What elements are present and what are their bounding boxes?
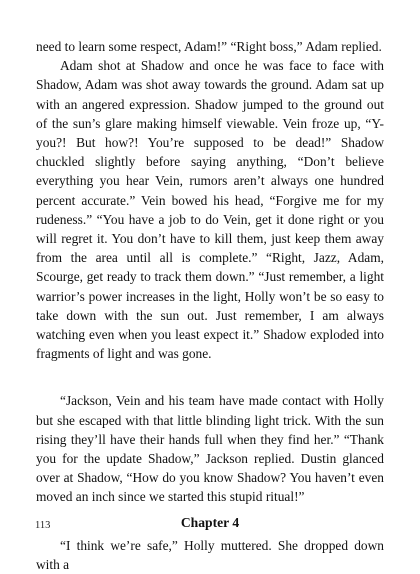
paragraph-continuation: need to learn some respect, Adam!” “Right boss,” Adam replied. [36, 39, 382, 54]
chapter-heading: Chapter 4 [180, 514, 240, 530]
page-number: 113 [35, 520, 51, 531]
paragraph-shadow-confrontation: Adam shot at Shadow and once he was face to face with Shadow, Adam was shot away towards the ground. Adam sat up with an angered expression. Shadow jumped to the ground out of the sun’s glare making himself viewable. Vein froze up, “Y-you?! But how?! You’re supposed to be dead!” Shadow chuckled slightly before saying anything, “Don’t believe everything you hear Vein, rumors aren’t always one hundred percent accurate.” Vein bowed his head, “Forgive me for my rudeness.” “You have a job to do Vein, get it done right or you will regret it. You don’t have to kill them, just keep them away from the area until all is complete.” “Right, Jazz, Adam, Scourge, get ready to track them down.” “Just remember, a light warrior’s power increases in the light, Holly won’t be so easy to take down with the sun out. Just remember, I am always watching even when you least expect it.” Shadow exploded into fragments of light and was gone. [36, 58, 384, 362]
page-body [36, 37, 384, 574]
scene-break [36, 363, 384, 391]
paragraph-jackson-update: “Jackson, Vein and his team have made contact with Holly but she escaped with that little blinding light trick. With the sun rising they’ll have their hands full when they find her.” “Thank you for the update Shadow,” Jackson replied. Dustin glanced over at Shadow, “How do you know Shadow? You haven’t even moved an inch since we started this stupid ritual!” [36, 393, 384, 505]
paragraph-chapter-opening: “I think we’re safe,” Holly muttered. She dropped down with a [36, 537, 384, 573]
